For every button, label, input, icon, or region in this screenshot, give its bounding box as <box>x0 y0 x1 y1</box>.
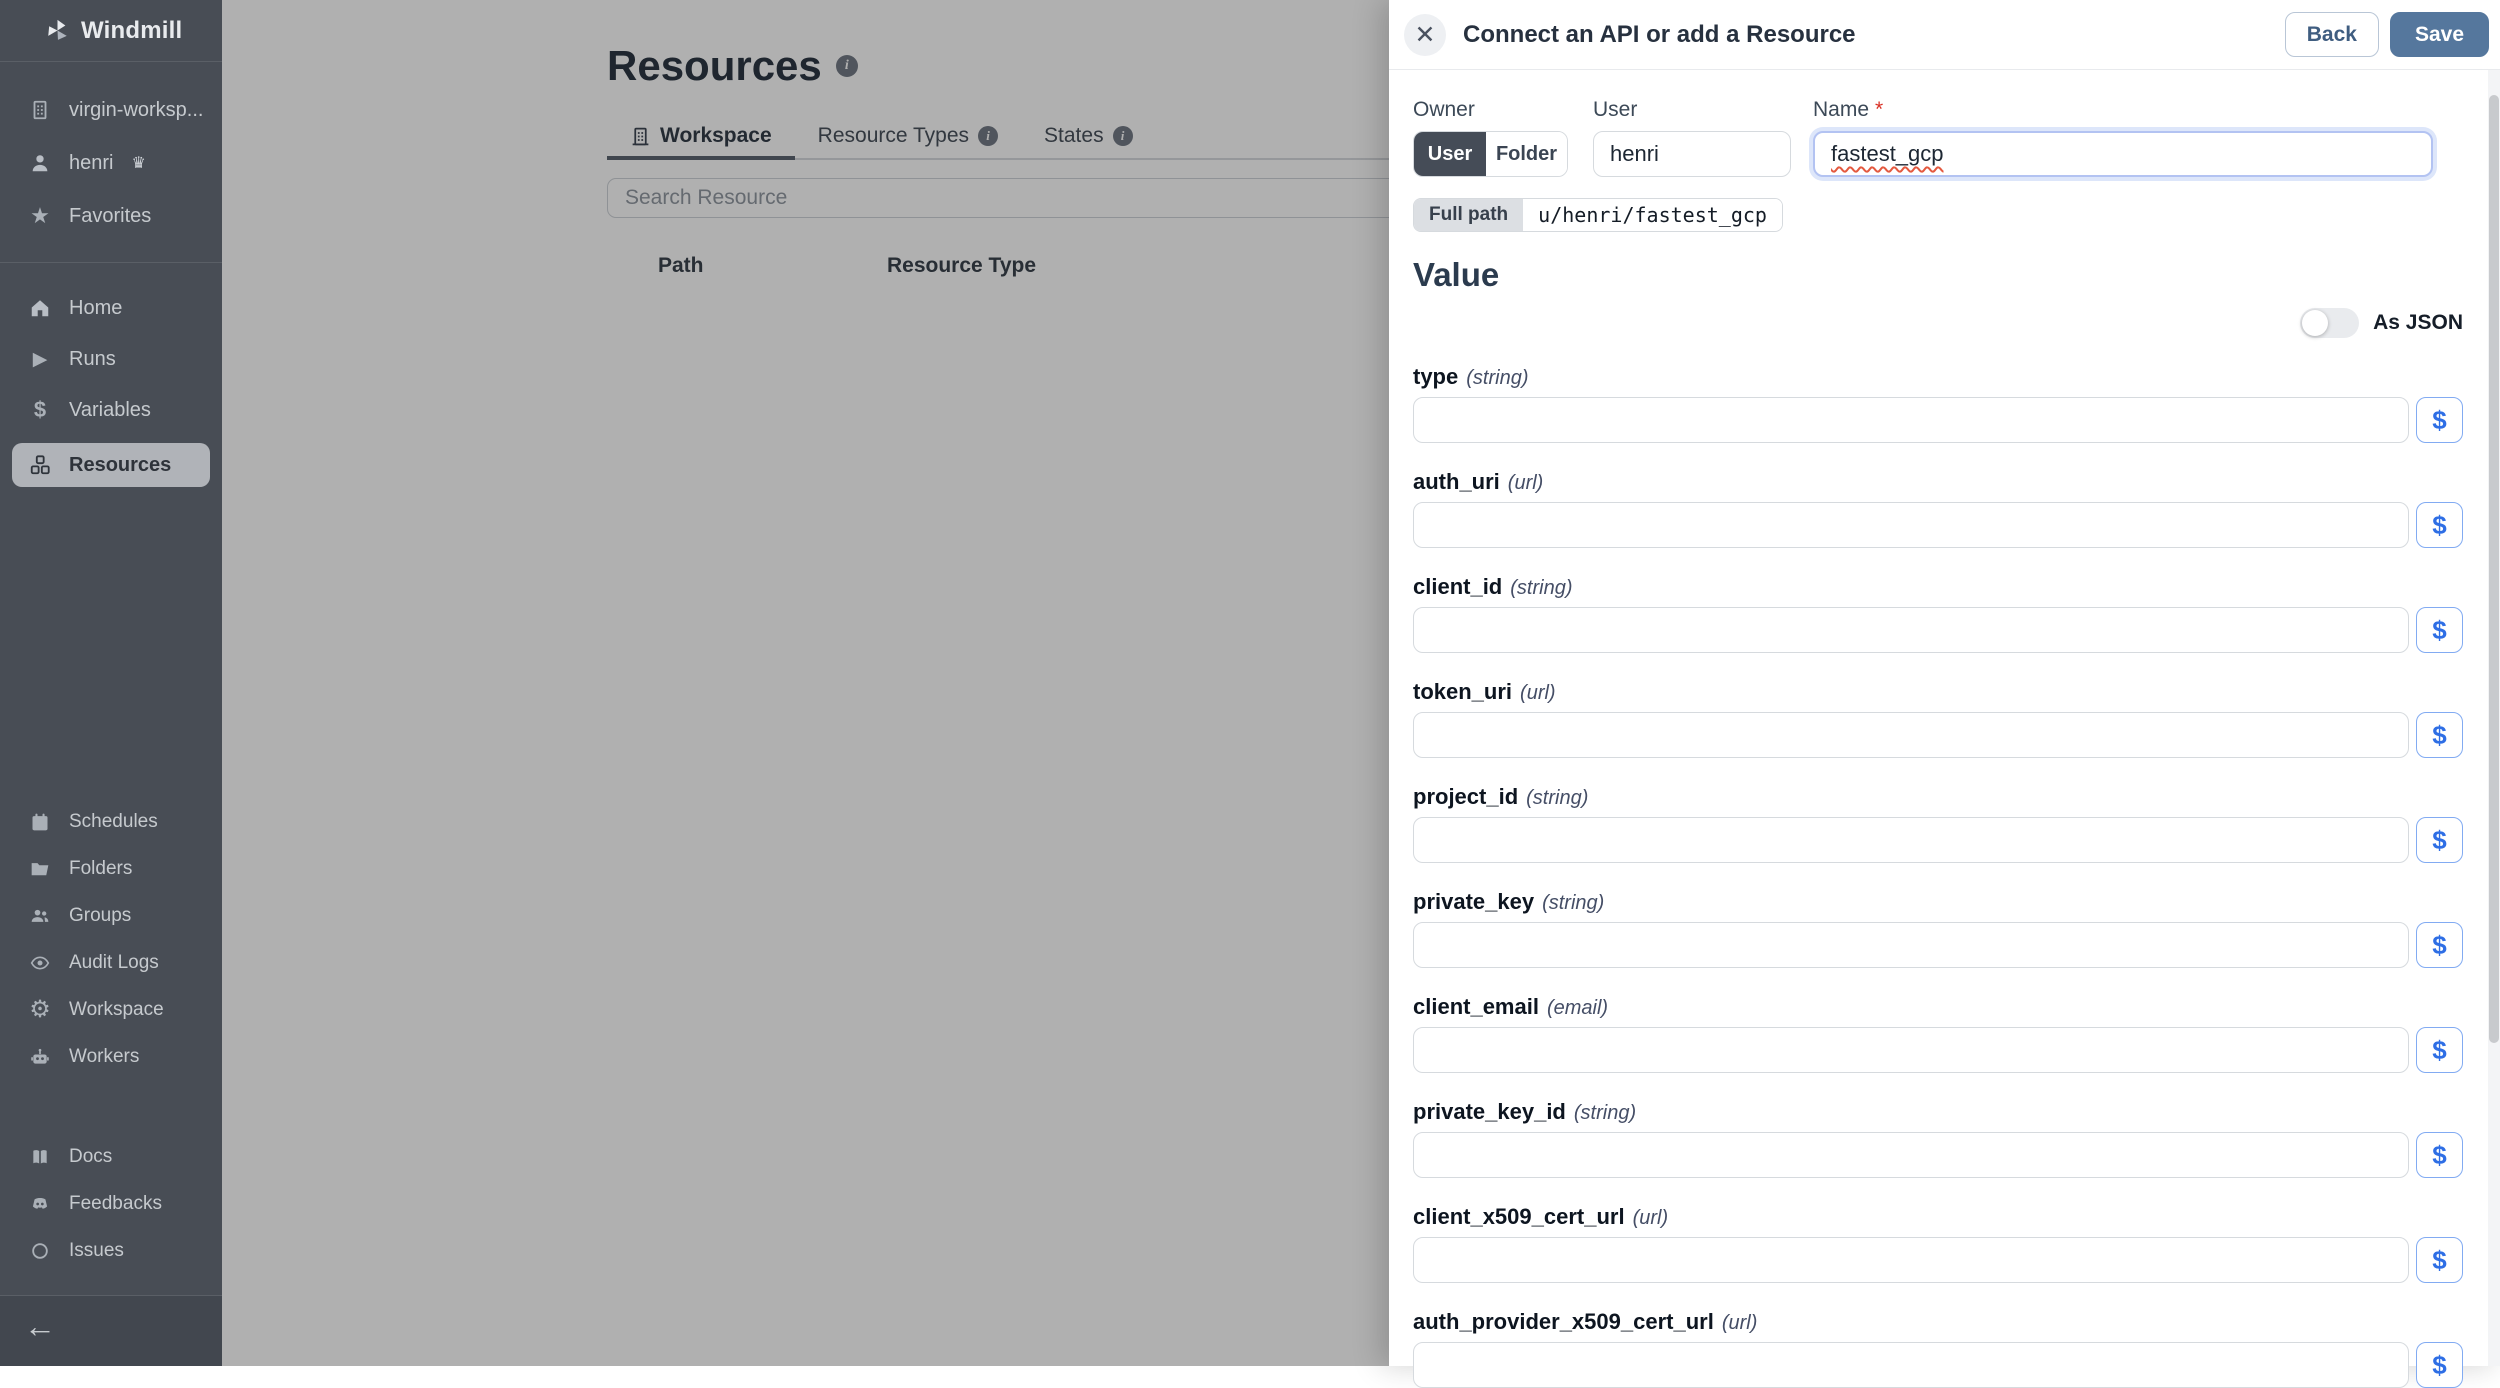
column-resource-type: Resource Type <box>887 254 1036 277</box>
owner-toggle-folder[interactable]: Folder <box>1486 132 1567 176</box>
close-icon[interactable]: ✕ <box>1404 14 1446 56</box>
insert-variable-button[interactable]: $ <box>2416 1132 2463 1178</box>
sidebar-resources-label: Resources <box>69 453 172 476</box>
sidebar-item-workspace-switcher[interactable] <box>0 92 222 128</box>
sidebar-audit-logs-label: Audit Logs <box>69 952 159 973</box>
logo-text: Windmill <box>81 16 183 44</box>
tab-resource-types-label: Resource Types <box>817 124 970 147</box>
tab-workspace-label: Workspace <box>660 124 772 147</box>
github-icon <box>27 1241 53 1261</box>
field-row-client-id <box>1413 574 2463 653</box>
scrollbar-thumb[interactable] <box>2489 95 2499 1043</box>
sidebar-groups-label: Groups <box>69 905 132 926</box>
field-input-token-uri[interactable] <box>1413 712 2409 758</box>
field-input-client-email[interactable] <box>1413 1027 2409 1073</box>
sidebar-item-groups[interactable] <box>0 898 222 934</box>
field-type-annotation: (string) <box>1526 787 1589 809</box>
user-input[interactable] <box>1593 131 1791 177</box>
field-type-annotation: (string) <box>1466 367 1529 389</box>
field-type-annotation: (string) <box>1542 892 1605 914</box>
field-row-type <box>1413 364 2463 443</box>
back-button[interactable]: Back <box>2285 12 2379 57</box>
info-icon[interactable]: i <box>1113 126 1133 146</box>
sidebar-variables-label: Variables <box>69 398 151 421</box>
full-path-value: u/henri/fastest_gcp <box>1523 199 1782 231</box>
star-icon: ★ <box>30 203 50 228</box>
owner-toggle <box>1413 131 1568 177</box>
folder-icon <box>27 859 53 879</box>
field-label: type <box>1413 364 1459 389</box>
value-heading: Value <box>1413 256 1500 293</box>
field-label: client_id <box>1413 574 1503 599</box>
resource-drawer <box>1389 0 2500 1380</box>
workspace-name: virgin-worksp... <box>69 98 204 121</box>
sidebar-home-label: Home <box>69 296 123 319</box>
field-row-client-x509-cert-url <box>1413 1204 2463 1283</box>
username: henri <box>69 151 114 174</box>
name-field-label: Name * <box>1813 98 1884 121</box>
as-json-toggle[interactable] <box>2300 308 2359 338</box>
user-field-label: User <box>1593 98 1638 121</box>
sidebar-item-audit-logs[interactable] <box>0 945 222 981</box>
sidebar-workspace-label: Workspace <box>69 999 164 1020</box>
play-icon: ▶ <box>32 348 48 370</box>
sidebar-docs-label: Docs <box>69 1146 113 1167</box>
sidebar-runs-label: Runs <box>69 347 116 370</box>
field-type-annotation: (url) <box>1632 1207 1669 1229</box>
admin-crown-icon: ♛ <box>131 155 146 172</box>
field-type-annotation: (url) <box>1507 472 1544 494</box>
field-label: client_email <box>1413 994 1539 1019</box>
sidebar-feedbacks-label: Feedbacks <box>69 1193 162 1214</box>
toggle-knob <box>2302 310 2328 336</box>
name-input[interactable] <box>1813 131 2433 177</box>
sidebar-item-feedbacks[interactable] <box>0 1186 222 1222</box>
building-icon <box>27 99 53 121</box>
save-button[interactable]: Save <box>2390 12 2489 57</box>
column-path: Path <box>658 254 704 277</box>
gear-icon: ⚙ <box>29 996 51 1023</box>
sidebar-item-folders[interactable] <box>0 851 222 887</box>
field-row-client-email <box>1413 994 2463 1073</box>
tab-states-label: States <box>1044 124 1104 147</box>
field-label: client_x509_cert_url <box>1413 1204 1625 1229</box>
sidebar-item-variables[interactable] <box>0 392 222 428</box>
field-row-private-key <box>1413 889 2463 968</box>
robot-icon <box>27 1047 53 1067</box>
sidebar-issues-label: Issues <box>69 1240 124 1261</box>
info-icon[interactable]: i <box>836 55 858 77</box>
insert-variable-button[interactable]: $ <box>2416 1342 2463 1388</box>
field-input-private-key-id[interactable] <box>1413 1132 2409 1178</box>
insert-variable-button[interactable]: $ <box>2416 712 2463 758</box>
sidebar-item-user[interactable] <box>0 145 222 181</box>
sidebar-item-resources[interactable] <box>12 443 210 487</box>
field-type-annotation: (string) <box>1510 577 1573 599</box>
favorites-label: Favorites <box>69 204 152 227</box>
as-json-label: As JSON <box>2373 311 2463 334</box>
field-label: project_id <box>1413 784 1519 809</box>
name-input-value: fastest_gcp <box>1831 141 1944 166</box>
sidebar-item-schedules[interactable] <box>0 804 222 840</box>
insert-variable-button[interactable]: $ <box>2416 502 2463 548</box>
field-row-project-id <box>1413 784 2463 863</box>
users-icon <box>27 906 53 926</box>
sidebar <box>0 0 222 1366</box>
field-input-type[interactable] <box>1413 397 2409 443</box>
field-type-annotation: (email) <box>1546 997 1609 1019</box>
boxes-icon <box>27 454 53 476</box>
field-label: auth_uri <box>1413 469 1500 494</box>
field-input-auth-provider-x509-cert-url[interactable] <box>1413 1342 2409 1388</box>
drawer-scrollbar[interactable] <box>2488 70 2500 1366</box>
drawer-header <box>1389 0 2500 70</box>
home-icon <box>27 297 53 319</box>
logo[interactable] <box>0 0 222 62</box>
user-icon <box>27 152 53 174</box>
field-label: private_key_id <box>1413 1099 1566 1124</box>
calendar-icon <box>27 812 53 832</box>
field-type-annotation: (url) <box>1520 682 1556 704</box>
sidebar-workers-label: Workers <box>69 1046 140 1067</box>
field-input-client-x509-cert-url[interactable] <box>1413 1237 2409 1283</box>
sidebar-item-favorites[interactable] <box>0 198 222 234</box>
field-label: auth_provider_x509_cert_url <box>1413 1309 1714 1334</box>
sidebar-item-workspace-settings[interactable] <box>0 992 222 1028</box>
field-row-token-uri <box>1413 679 2463 758</box>
sidebar-item-runs[interactable] <box>0 341 222 377</box>
owner-label: Owner <box>1413 98 1475 121</box>
field-label: private_key <box>1413 889 1535 914</box>
sidebar-schedules-label: Schedules <box>69 811 158 832</box>
required-asterisk: * <box>1875 98 1884 121</box>
info-icon[interactable]: i <box>978 126 998 146</box>
field-type-annotation: (string) <box>1573 1102 1637 1124</box>
sidebar-footer <box>0 1295 222 1366</box>
insert-variable-button[interactable]: $ <box>2416 1237 2463 1283</box>
sidebar-folders-label: Folders <box>69 858 133 879</box>
owner-toggle-user[interactable]: User <box>1414 132 1486 176</box>
field-input-auth-uri[interactable] <box>1413 502 2409 548</box>
insert-variable-button[interactable]: $ <box>2416 607 2463 653</box>
sidebar-item-issues[interactable] <box>0 1233 222 1269</box>
insert-variable-button[interactable]: $ <box>2416 397 2463 443</box>
field-input-project-id[interactable] <box>1413 817 2409 863</box>
insert-variable-button[interactable]: $ <box>2416 817 2463 863</box>
field-row-auth-uri <box>1413 469 2463 548</box>
collapse-sidebar-arrow-icon[interactable]: ← <box>24 1308 56 1344</box>
sidebar-item-workers[interactable] <box>0 1039 222 1075</box>
discord-icon <box>27 1194 53 1214</box>
insert-variable-button[interactable]: $ <box>2416 1027 2463 1073</box>
field-type-annotation: (url) <box>1721 1312 1758 1334</box>
eye-icon <box>27 953 53 973</box>
sidebar-item-home[interactable] <box>0 290 222 326</box>
windmill-logo-icon <box>44 17 71 44</box>
field-row-private-key-id <box>1413 1099 2463 1178</box>
full-path <box>1413 198 1783 232</box>
field-input-client-id[interactable] <box>1413 607 2409 653</box>
full-path-label: Full path <box>1414 199 1523 231</box>
book-icon <box>27 1147 53 1167</box>
field-label: token_uri <box>1413 679 1513 704</box>
field-input-private-key[interactable] <box>1413 922 2409 968</box>
insert-variable-button[interactable]: $ <box>2416 922 2463 968</box>
field-row-auth-provider-x509-cert-url <box>1413 1309 2463 1388</box>
dollar-icon: $ <box>33 397 47 422</box>
page-title: Resources <box>607 42 822 89</box>
drawer-title: Connect an API or add a Resource <box>1463 20 1856 48</box>
sidebar-item-docs[interactable] <box>0 1139 222 1175</box>
